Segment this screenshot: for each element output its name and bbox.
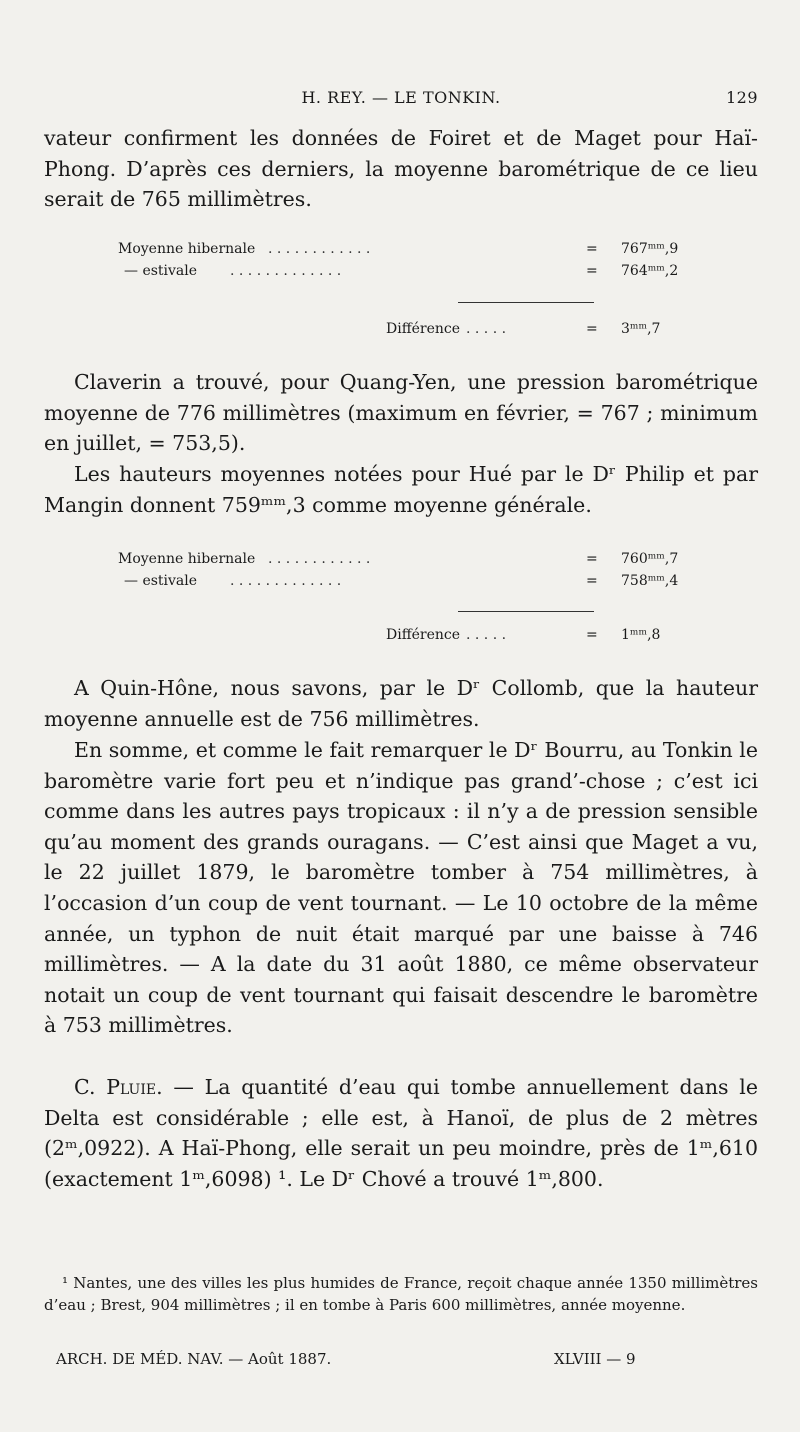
page-number: 129 bbox=[725, 88, 758, 107]
leader-dots: . . . . . bbox=[466, 321, 507, 337]
sum-rule bbox=[458, 302, 594, 303]
equals-sign: = bbox=[586, 241, 598, 257]
equals-sign: = bbox=[586, 321, 598, 337]
paragraph-4: A Quin-Hône, nous savons, par le Dʳ Collomb, que la hauteur moyenne annuelle est de 756 millimètres. bbox=[44, 676, 758, 731]
row-label: Différence bbox=[386, 627, 461, 643]
footnote: ¹ Nantes, une des villes les plus humides de France, reçoit chaque année 1350 millimètres d’eau ; Brest, 904 millimètres ; il en tombe à Paris 600 millimètres, année moyenne. bbox=[44, 1274, 758, 1314]
leader-dots: . . . . . . . . . . . . . bbox=[230, 263, 342, 279]
row-label: Moyenne hibernale bbox=[118, 551, 256, 567]
row-value: 760ᵐᵐ,7 bbox=[621, 551, 679, 567]
table-row bbox=[118, 318, 680, 340]
paragraph-6-text: — La quantité d’eau qui tombe annuellement dans le Delta est considérable ; elle est, à Hanoï, de plus de 2 mètres (2ᵐ,0922). A Haï-Phong, elle serait un peu moindre, près de 1ᵐ,610 (exactement 1ᵐ,6098) ¹. Le Dʳ Chové a trouvé 1ᵐ,800. bbox=[44, 1075, 758, 1191]
section-letter: C. bbox=[74, 1075, 107, 1099]
table-row bbox=[118, 238, 680, 260]
difference-row-haiphong bbox=[118, 318, 680, 340]
table-row bbox=[118, 548, 680, 570]
leader-dots: . . . . . . . . . . . . bbox=[268, 241, 371, 257]
leader-dots: . . . . . bbox=[466, 627, 507, 643]
row-label: — estivale bbox=[124, 263, 198, 279]
section-heading: Pluie. bbox=[106, 1075, 163, 1099]
pressure-table-hue bbox=[118, 548, 680, 592]
row-label: — estivale bbox=[124, 573, 198, 589]
journal-signature: ARCH. DE MÉD. NAV. — Août 1887. bbox=[56, 1350, 332, 1368]
row-label: Moyenne hibernale bbox=[118, 241, 256, 257]
paragraph-5: En somme, et comme le fait remarquer le Dʳ Bourru, au Tonkin le baromètre varie fort peu et n’indique pas grand’-chose ; c’est ici comme dans les autres pays tropicaux : il n’y a de pression sensible qu’au moment des grands ouragans. — C’est ainsi que Maget a vu, le 22 juillet 1879, le baromètre tomber à 754 millimètres, à l’occasion d’un coup de vent tournant. — Le 10 octobre de la même année, un typhon de nuit était marqué par une baisse à 746 millimètres. — A la date du 31 août 1880, ce même observateur notait un coup de vent tournant qui faisait descendre le baromètre à 753 millimètres. bbox=[44, 738, 758, 1038]
row-value: 758ᵐᵐ,4 bbox=[621, 573, 679, 589]
running-head-title: H. REY. — LE TONKIN. bbox=[301, 88, 501, 107]
sum-rule bbox=[458, 611, 594, 612]
paragraph-6 bbox=[44, 1072, 758, 1194]
row-value: 1ᵐᵐ,8 bbox=[621, 627, 661, 643]
paragraph-3: Les hauteurs moyennes notées pour Hué par le Dʳ Philip et par Mangin donnent 759ᵐᵐ,3 comme moyenne générale. bbox=[44, 462, 758, 517]
table-row bbox=[118, 260, 680, 282]
difference-row-hue bbox=[118, 624, 680, 646]
equals-sign: = bbox=[586, 573, 598, 589]
paragraph-1: vateur confirment les données de Foiret et de Maget pour Haï-Phong. D’après ces derniers, la moyenne barométrique de ce lieu serait de 765 millimètres. bbox=[44, 126, 758, 212]
equals-sign: = bbox=[586, 551, 598, 567]
row-value: 767ᵐᵐ,9 bbox=[621, 241, 679, 257]
leader-dots: . . . . . . . . . . . . bbox=[268, 551, 371, 567]
table-row bbox=[118, 624, 680, 646]
paragraph-2: Claverin a trouvé, pour Quang-Yen, une pression barométrique moyenne de 776 millimètres (maximum en février, = 767 ; minimum en juillet, = 753,5). bbox=[44, 370, 758, 456]
equals-sign: = bbox=[586, 627, 598, 643]
table-row bbox=[118, 570, 680, 592]
pressure-table-haiphong bbox=[118, 238, 680, 282]
row-value: 764ᵐᵐ,2 bbox=[621, 263, 679, 279]
leader-dots: . . . . . . . . . . . . . bbox=[230, 573, 342, 589]
volume-signature: XLVIII — 9 bbox=[554, 1350, 636, 1368]
row-value: 3ᵐᵐ,7 bbox=[621, 321, 661, 337]
row-label: Différence bbox=[386, 321, 461, 337]
equals-sign: = bbox=[586, 263, 598, 279]
